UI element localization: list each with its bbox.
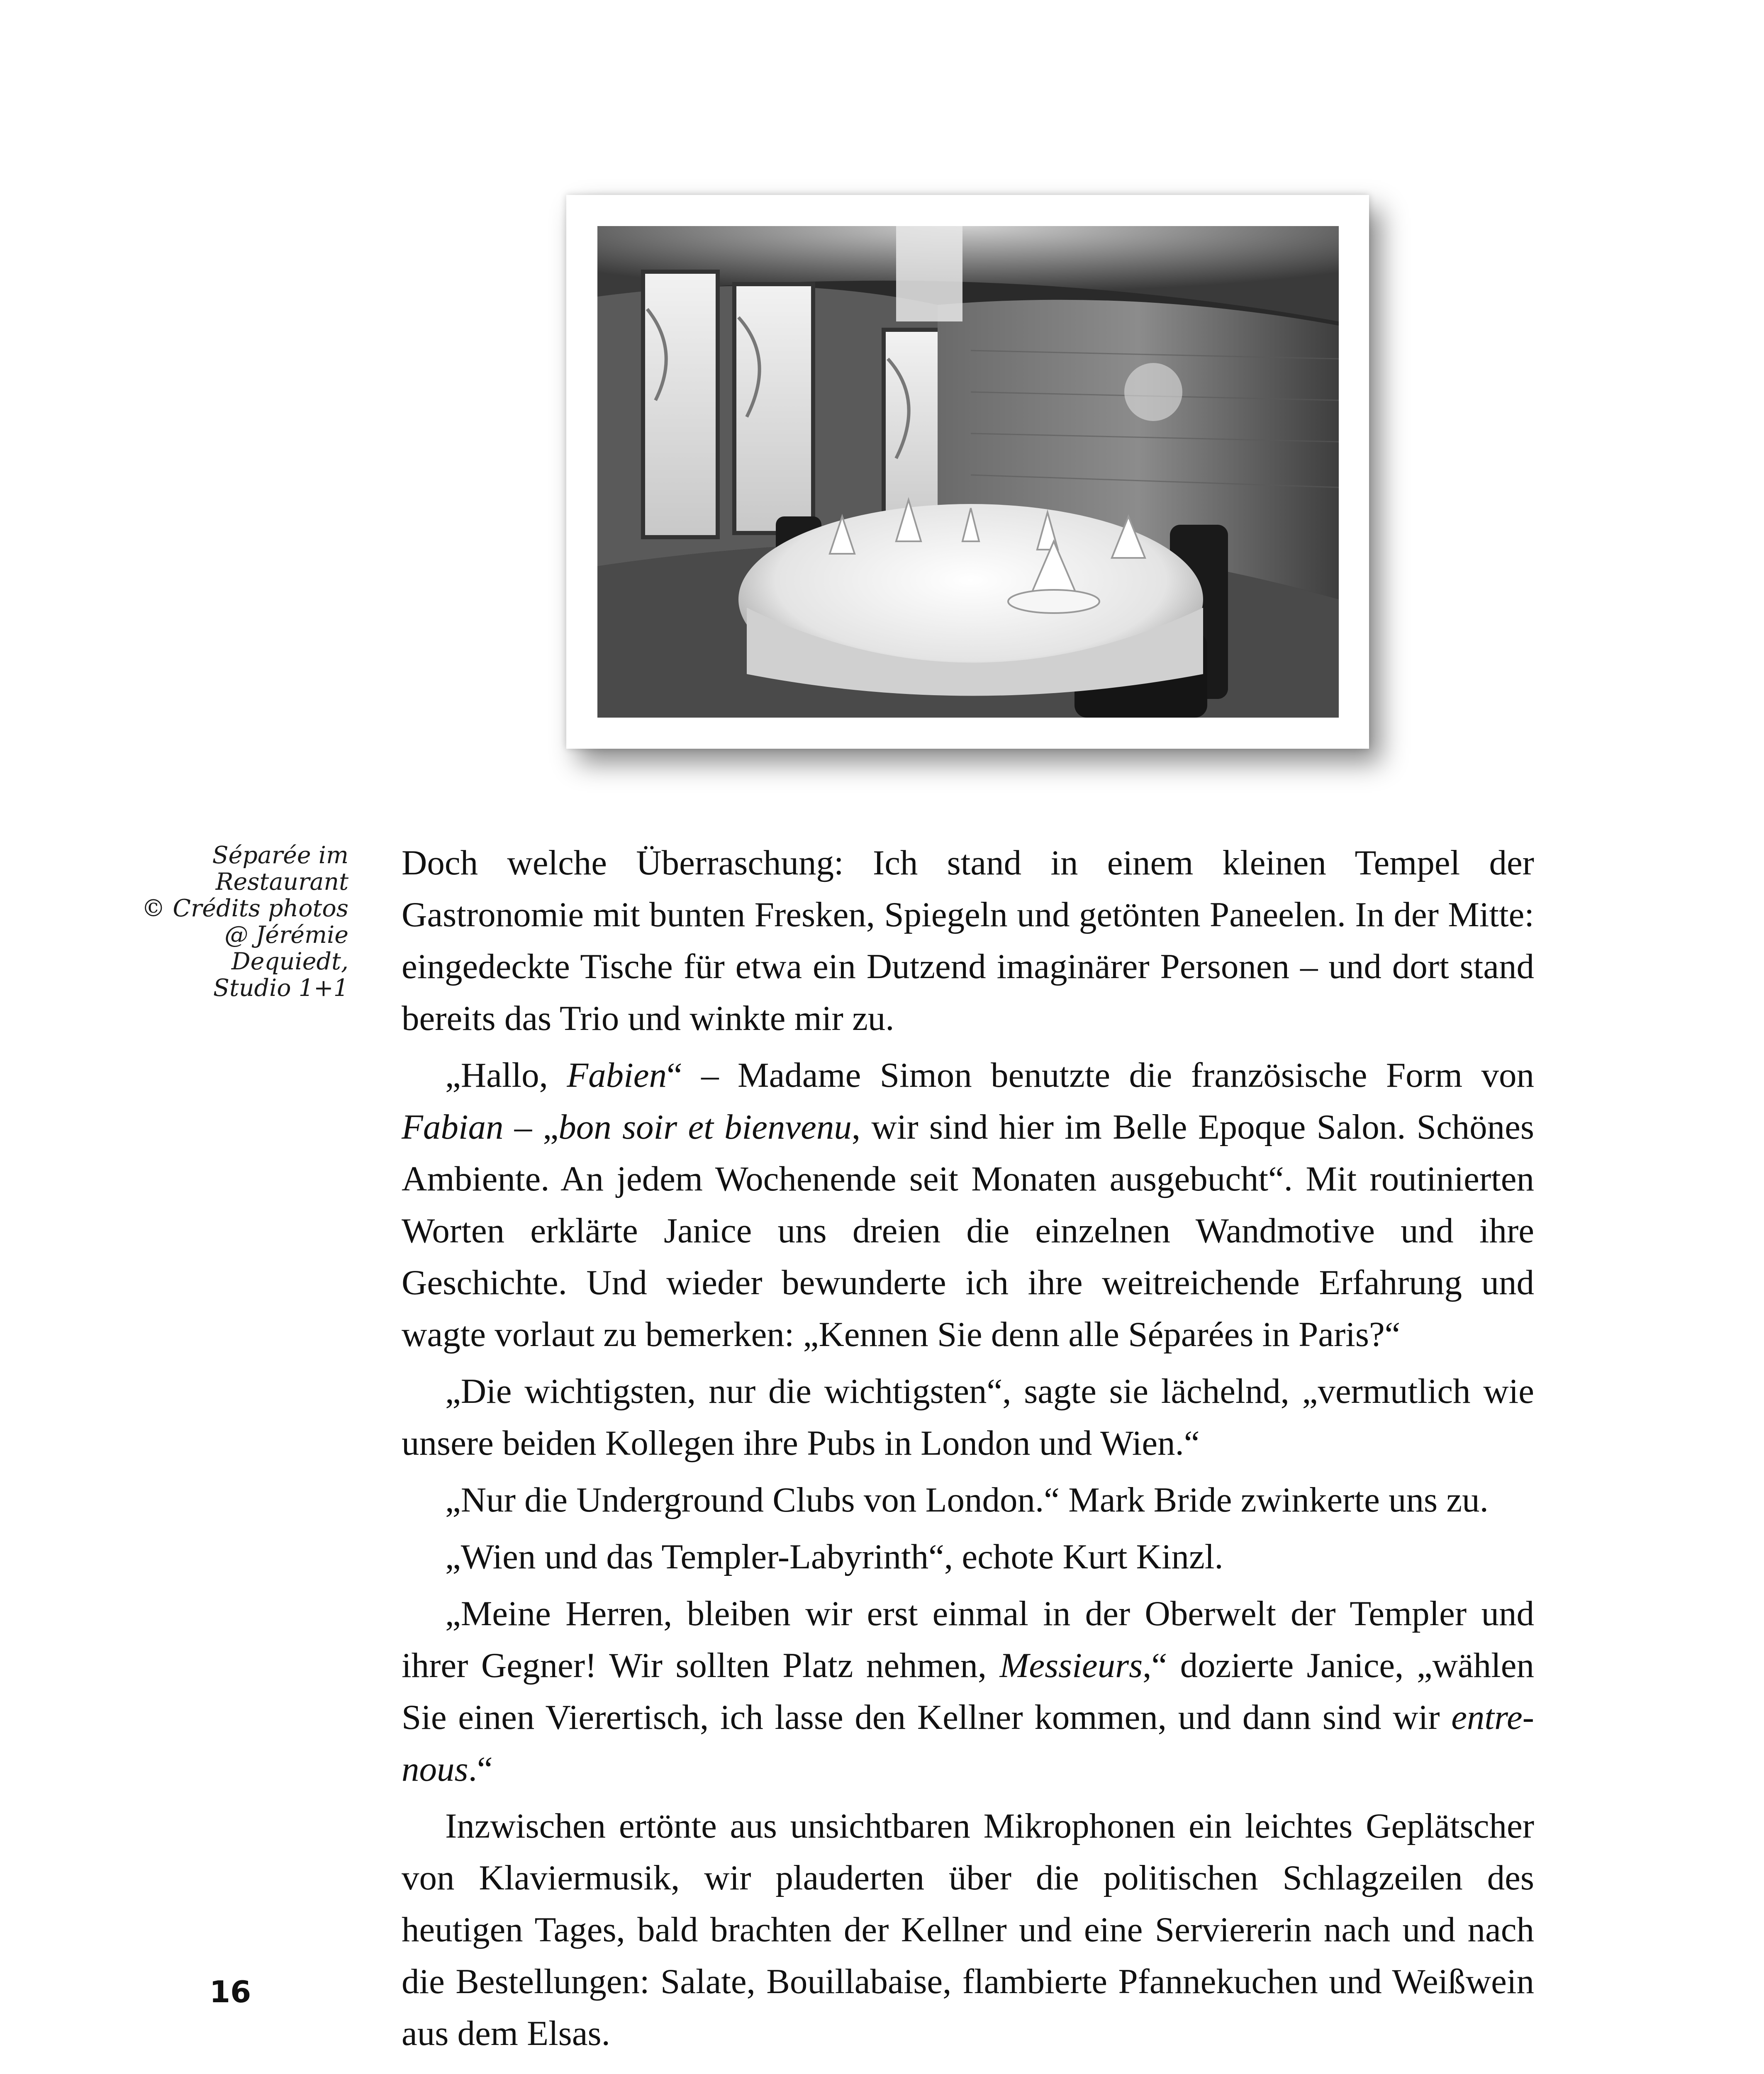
italic-run: entre-nous xyxy=(402,1698,1534,1789)
text-run: Inzwischen ertönte aus unsichtbaren Mikrophonen ein leichtes Geplätscher von Klaviermusik, wir plauderten über die politischen Schlagzeilen des heutigen Tages, bald brachten der Kellner und eine Serviererin nach und nach die Bestellungen: Salate, Bouillabaise, flambierte Pfannekuchen und Weißwein aus dem Elsas. xyxy=(402,1806,1534,2053)
italic-run: Messieurs xyxy=(999,1646,1143,1685)
text-run: „Hallo, xyxy=(445,1056,567,1095)
paragraph xyxy=(402,1588,1534,1795)
text-run: , wir sind hier im Belle Epoque Salon. Schönes Ambiente. An jedem Wochenende seit Monaten ausgebucht“. Mit routinierten Worten erklärte Janice uns dreien die einzelnen Wandmotive und ihre Geschichte. Und wieder bewunderte ich ihre weitreichende Erfahrung und wagte vorlaut zu bemerken: „Kennen Sie denn alle Séparées in Paris?“ xyxy=(402,1108,1534,1354)
caption-line: Restaurant xyxy=(215,868,348,896)
italic-run: Fabien xyxy=(567,1056,667,1095)
photo-caption xyxy=(62,842,348,1001)
caption-line: Studio 1+1 xyxy=(213,974,348,1002)
restaurant-photo-icon xyxy=(597,226,1339,718)
italic-run: Fabian xyxy=(402,1108,504,1147)
text-run: ,“ dozierte Janice, „wählen Sie einen Vierertisch, ich lasse den Kellner kommen, und dann sind wir xyxy=(402,1646,1534,1737)
text-run: „Wien und das Templer-Labyrinth“, echote Kurt Kinzl. xyxy=(445,1537,1223,1576)
text-run: “ – Madame Simon benutzte die französische Form von xyxy=(666,1056,1534,1095)
text-run: „Nur die Underground Clubs von London.“ Mark Bride zwinkerte uns zu. xyxy=(445,1480,1489,1519)
paragraph xyxy=(402,837,1534,1044)
paragraph xyxy=(402,1366,1534,1469)
caption-line: Dequiedt, xyxy=(231,948,348,975)
italic-run: bon soir et bienvenu xyxy=(558,1108,852,1147)
restaurant-photo xyxy=(597,226,1339,718)
text-run: „Meine Herren, bleiben wir erst einmal in der Oberwelt der Templer und ihrer Gegner! Wir sollten Platz nehmen, xyxy=(402,1594,1534,1685)
text-run: .“ xyxy=(468,1750,493,1789)
photo-frame xyxy=(566,195,1369,749)
body-text xyxy=(402,837,1534,2064)
paragraph xyxy=(402,1049,1534,1361)
caption-line: Séparée im xyxy=(212,842,348,869)
paragraph xyxy=(402,1474,1534,1526)
text-run: – „ xyxy=(503,1108,559,1147)
paragraph xyxy=(402,1531,1534,1583)
text-run: „Die wichtigsten, nur die wichtigsten“, sagte sie lächelnd, „vermutlich wie unsere beiden Kollegen ihre Pubs in London und Wien.“ xyxy=(402,1372,1534,1463)
text-run: Doch welche Überraschung: Ich stand in einem kleinen Tempel der Gastronomie mit bunten Fresken, Spiegeln und getönten Paneelen. In der Mitte: eingedeckte Tische für etwa ein Dutzend imaginärer Personen – und dort stand bereits das Trio und winkte mir zu. xyxy=(402,843,1534,1038)
caption-line: © Crédits photos xyxy=(141,895,348,922)
paragraph xyxy=(402,1800,1534,2059)
page-number: 16 xyxy=(210,1974,251,2009)
caption-line: @ Jérémie xyxy=(224,921,348,949)
